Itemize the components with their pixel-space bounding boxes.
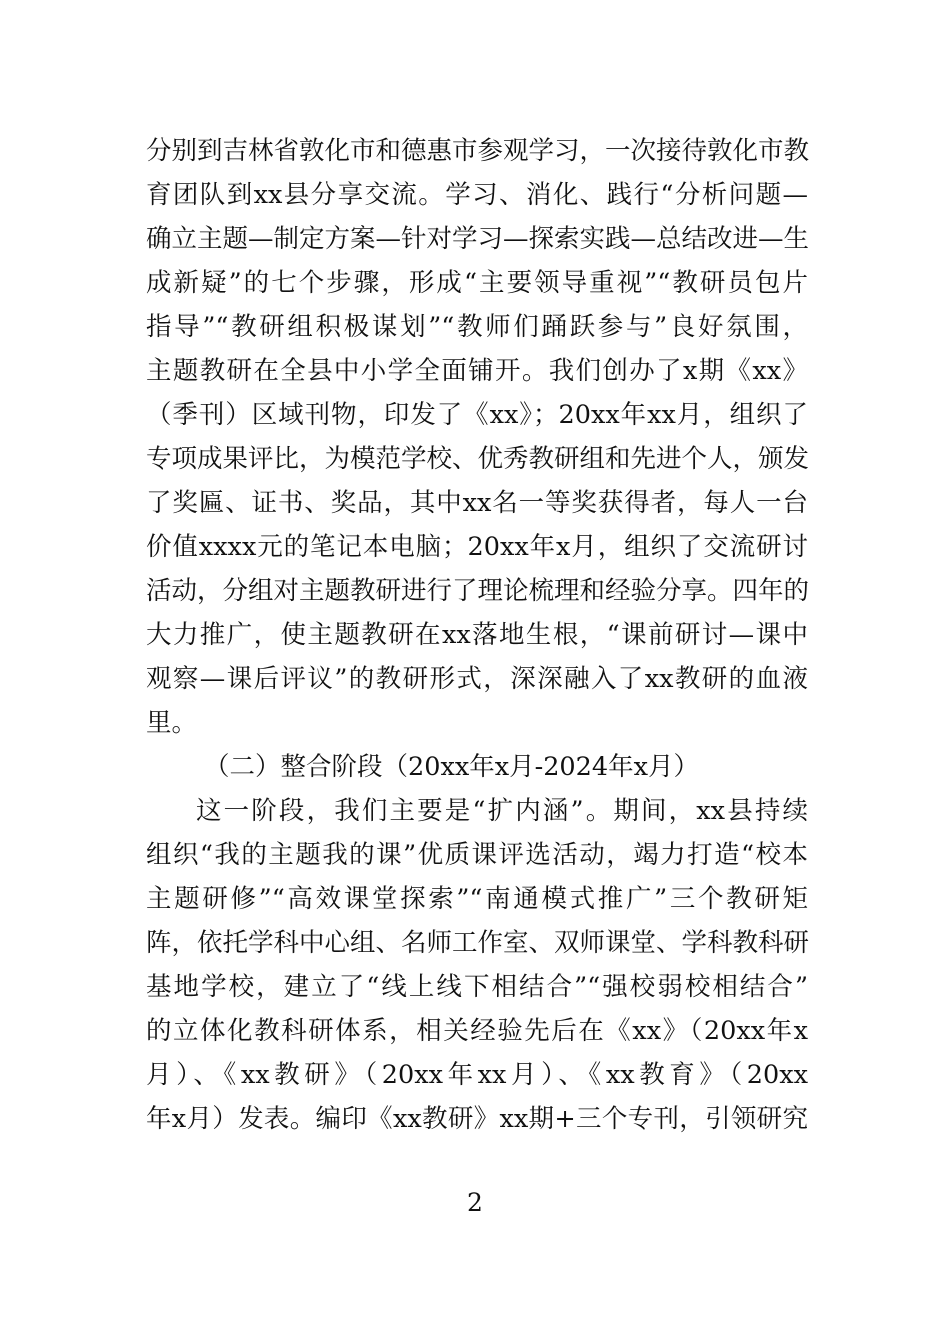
body-text-line: 分别到吉林省敦化市和德惠市参观学习，一次接待敦化市教: [146, 136, 810, 166]
body-text-line: 活动，分组对主题教研进行了理论梳理和经验分享。四年的: [146, 576, 810, 606]
body-text-line: 的立体化教科研体系，相关经验先后在《xx》（20xx年x: [146, 1016, 808, 1046]
body-text-line: 年x月）发表。编印《xx教研》xx期+三个专刊，引领研究: [146, 1104, 808, 1134]
body-text-line: 里。: [146, 708, 198, 738]
body-text-line: 价值xxxx元的笔记本电脑；20xx年x月，组织了交流研讨: [146, 532, 808, 562]
body-text-line: 确立主题—制定方案—针对学习—探索实践—总结改进—生: [146, 224, 810, 254]
body-text-line: 阵，依托学科中心组、名师工作室、双师课堂、学科教科研: [146, 928, 810, 958]
body-text-line: （季刊）区域刊物，印发了《xx》；20xx年xx月，组织了: [146, 400, 808, 430]
body-text-line: 成新疑”的七个步骤，形成“主要领导重视”“教研员包片: [146, 268, 808, 298]
body-text-line: 基地学校，建立了“线上线下相结合”“强校弱校相结合”: [146, 972, 808, 1002]
body-text-line: 大力推广，使主题教研在xx落地生根，“课前研讨—课中: [146, 620, 808, 650]
body-text-line: 观察—课后评议”的教研形式，深深融入了xx教研的血液: [146, 664, 808, 694]
body-text-line: 育团队到xx县分享交流。学习、消化、践行“分析问题—: [146, 180, 808, 210]
body-text-line: 这一阶段，我们主要是“扩内涵”。期间，xx县持续: [196, 796, 808, 826]
body-text-line: 专项成果评比，为模范学校、优秀教研组和先进个人，颁发: [146, 444, 810, 474]
page-number: 2: [467, 1188, 483, 1217]
body-text-line: 组织“我的主题我的课”优质课评选活动，竭力打造“校本: [146, 840, 808, 870]
body-text-line: 月）、《xx教研》（20xx年xx月）、《xx教育》（20xx: [146, 1060, 808, 1090]
body-text-line: 主题研修”“高效课堂探索”“南通模式推广”三个教研矩: [146, 884, 808, 914]
section-heading: （二）整合阶段（20xx年x月-2024年x月）: [204, 752, 699, 782]
body-text-line: 了奖匾、证书、奖品，其中xx名一等奖获得者，每人一台: [146, 488, 808, 518]
body-text-line: 指导”“教研组积极谋划”“教师们踊跃参与”良好氛围，: [146, 312, 808, 342]
body-text-line: 主题教研在全县中小学全面铺开。我们创办了x期《xx》: [146, 356, 808, 386]
